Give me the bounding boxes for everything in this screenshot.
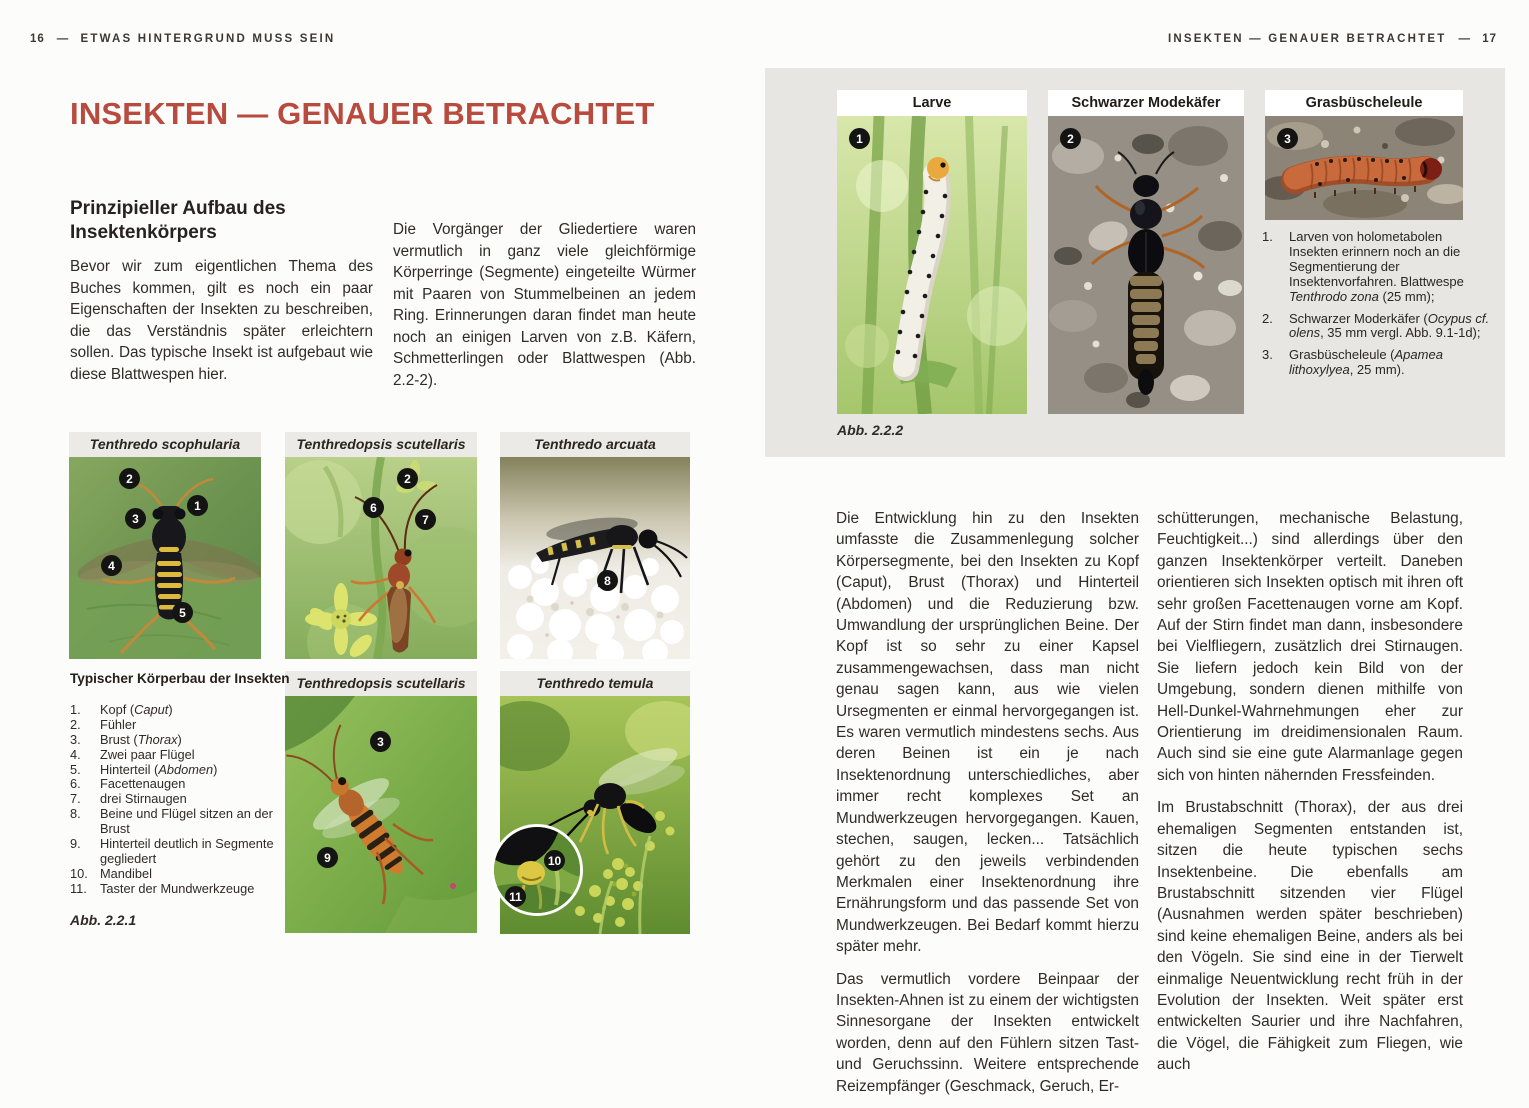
photo-tenthredopsis-scutellaris-2	[285, 696, 477, 933]
body-plan-heading: Typischer Körperbau der Insekten	[70, 671, 290, 686]
panel-caption-item: 2. Schwarzer Moderkäfer (Ocypus cf. olens, 35 mm vergl. Abb. 9.1-1d);	[1262, 310, 1490, 341]
paragraph: schütterungen, mechanische Belastung, Feuchtigkeit...) sind allerdings über den ganzen Insektenkörper verteilt. Daneben orientieren sich Insekten optisch mit ihren oft sehr großen Facettenaugen vorne am Kopf. Auf der Stirn findet man dann, insbesondere bei Vielfliegern, zusätzlich drei Stirnaugen. Sie liefern jedoch kein Bild von der Umgebung, sondern dienen mithilfe von Hell-Dunkel-Wahrnehmungen eher zur Orientierung im dreidimensionalen Raum. Auch sind sie eine gute Alarmanlage gegen sich von hinten nähernden Fressfeinden.	[1157, 510, 1463, 784]
badge: 11	[505, 886, 526, 907]
panel-caption-item: 3. Grasbüscheleule (Apamea lithoxylyea, 25 mm).	[1262, 347, 1443, 378]
figure-label-p4: Tenthredopsis scutellaris	[285, 671, 477, 696]
badge: 9	[317, 847, 338, 868]
photo-tenthredopsis-scutellaris-1	[285, 457, 477, 659]
body-plan-item: 3. Brust (Thorax)	[70, 731, 182, 747]
body-plan-item: 10. Mandibel	[70, 865, 152, 881]
paragraph: Die Entwicklung hin zu den Insekten umfasste die Zusammenlegung solcher Körpersegmente, bei den Insekten zu Kopf (Caput), Brust (Thorax) und Hinterteil (Abdomen) und die Reduzierung bzw. Umwandlung der ursprünglichen Beine. Der Kopf ist so sehr zu einer Kapsel zusammengewachsen, dass man nicht genau sagen kann, aus wie vielen Ursegmenten er einmal hervorgegangen ist. Es waren vermutlich mindestens sechs. Aus deren Beinen ist ein je nach Insektenordnung unterschiedliches, aber immer recht komplexes Set an Mundwerkzeugen hervorgegangen. Kauen, stechen, saugen, lecken... Tatsächlich gehört zu den jeweils verbindenden Merkmalen einer Insektenordnung ihre Ernährungsform und das passende Set von Mundwerkzeugen. Bei Bedarf kommt hierzu später mehr.	[836, 510, 1139, 956]
rove-beetle-on-gravel-illustration	[1048, 116, 1244, 414]
wasp-on-leaf-illustration	[69, 457, 261, 659]
panel-label-larve: Larve	[837, 90, 1027, 116]
badge: 10	[544, 850, 565, 871]
running-head-dash: —	[56, 33, 71, 45]
caterpillar-on-stem-illustration	[837, 116, 1027, 414]
body-plan-item: 2. Fühler	[70, 716, 137, 732]
figure-label-p3: Tenthredo arcuata	[500, 432, 690, 457]
panel-caption-list	[1262, 230, 1494, 385]
badge: 1	[187, 495, 208, 516]
photo-grasbuescheleule	[1265, 116, 1463, 220]
badge: 2	[397, 468, 418, 489]
paragraph: Im Brustabschnitt (Thorax), der aus drei ehemaligen Segmenten entstanden ist, sitzen die heute typischen sechs Insektenbeine. Die ebenfalls am Brustabschnitt sitzenden vier Flügel (Ausnahmen werden später beschrieben) sind keine ehemaligen Beine, anders als bei den Vögeln. Sie sind eine in der Tierwelt einmalige Neuentwicklung recht früh in der Evolution der Insekten. Weit später erst entwickelten Saurier und ihre Nachfahren, die Vögel, die Fähigkeit zum Fliegen, wie auch	[1157, 799, 1463, 1074]
right-body-col-1	[836, 508, 1139, 1108]
badge: 8	[597, 570, 618, 591]
running-head-right-text: INSEKTEN — GENAUER BETRACHTET	[1168, 33, 1447, 45]
paragraph: Das vermutlich vordere Beinpaar der Insekten-Ahnen ist zu einem der wichtigsten Sinnesorgane der Insekten entwickelt worden, denn auf den Fühlern sitzen Tast- und Geruchssinn. Weitere entsprechende Reizempfänger (Geschmack, Geruch, Er-	[836, 970, 1139, 1095]
photo-tenthredo-scophularia	[69, 457, 261, 659]
page-number-left: 16	[30, 33, 45, 45]
page-number-right: 17	[1482, 33, 1497, 45]
running-head-dash: —	[1458, 33, 1473, 45]
body-plan-item: 5. Hinterteil (Abdomen)	[70, 761, 218, 777]
right-body-col-2	[1157, 508, 1463, 1087]
body-plan-item: 9. Hinterteil deutlich in Segmente gegliedert	[70, 836, 274, 866]
figure-label-p5: Tenthredo temula	[500, 671, 690, 696]
intro-col-1: Bevor wir zum eigentlichen Thema des Buches kommen, gilt es noch ein paar Eigenschaften der Insekten zu beschreiben, die das Verständnis später erleichtern sollen. Das typische Insekt ist aufgebaut wie diese Blattwespen hier.	[70, 258, 373, 383]
photo-inset-mouthparts	[491, 824, 583, 916]
sawfly-on-plant-illustration	[285, 457, 477, 659]
photo-larve	[837, 116, 1027, 414]
badge: 4	[101, 555, 122, 576]
badge: 3	[370, 731, 391, 752]
figure-label-p1: Tenthredo scophularia	[69, 432, 261, 457]
photo-modekaefer	[1048, 116, 1244, 414]
body-plan-item: 7. drei Stirnaugen	[70, 791, 187, 807]
intro-col-2: Die Vorgänger der Gliedertiere waren vermutlich in ganz viele gleichförmige Körperringe (Segmente) eingeteilte Würmer mit Paaren von Stummelbeinen an jedem Ring. Erinnerungen daran findet man heute noch an einigen Larven von z.B. Käfern, Schmetterlingen oder Blattwespen (Abb. 2.2-2).	[393, 221, 696, 389]
figure-label-p2: Tenthredopsis scutellaris	[285, 432, 477, 457]
panel-caption-item: 1. Larven von holometabolen Insekten erinnern noch an die Segmentierung der Insektenvorfahren. Blattwespe Tenthrodo zona (25 mm);	[1262, 229, 1464, 304]
badge: 3	[125, 508, 146, 529]
figure-caption-222: Abb. 2.2.2	[837, 422, 904, 438]
body-plan-item: 8. Beine und Flügel sitzen an der Brust	[70, 806, 273, 837]
badge: 2	[119, 468, 140, 489]
intro-heading: Prinzipieller Aufbau des Insektenkörpers	[70, 198, 286, 243]
badge: 6	[363, 497, 384, 518]
body-plan-item: 11. Taster der Mundwerkzeuge	[70, 880, 255, 896]
body-plan-item: 6. Facettenaugen	[70, 776, 186, 792]
badge: 5	[172, 602, 193, 623]
running-head-right	[1168, 33, 1497, 45]
badge: 2	[1060, 128, 1081, 149]
panel-label-modekaefer: Schwarzer Modekäfer	[1048, 90, 1244, 116]
running-head-left-text: ETWAS HINTERGRUND MUSS SEIN	[80, 33, 336, 45]
badge: 3	[1277, 128, 1298, 149]
badge: 7	[415, 509, 436, 530]
body-plan-item: 1. Kopf (Caput)	[70, 701, 173, 717]
panel-label-grasbuescheleule: Grasbüscheleule	[1265, 90, 1463, 116]
wasp-on-white-flowers-illustration	[500, 457, 690, 659]
photo-tenthredo-arcuata	[500, 457, 690, 659]
body-plan-item: 4. Zwei paar Flügel	[70, 746, 195, 762]
page-title: INSEKTEN — GENAUER BETRACHTET	[70, 96, 655, 131]
figure-caption-221: Abb. 2.2.1	[70, 912, 137, 928]
running-head-left	[30, 33, 335, 45]
badge: 1	[849, 128, 870, 149]
body-plan-list	[70, 672, 295, 897]
